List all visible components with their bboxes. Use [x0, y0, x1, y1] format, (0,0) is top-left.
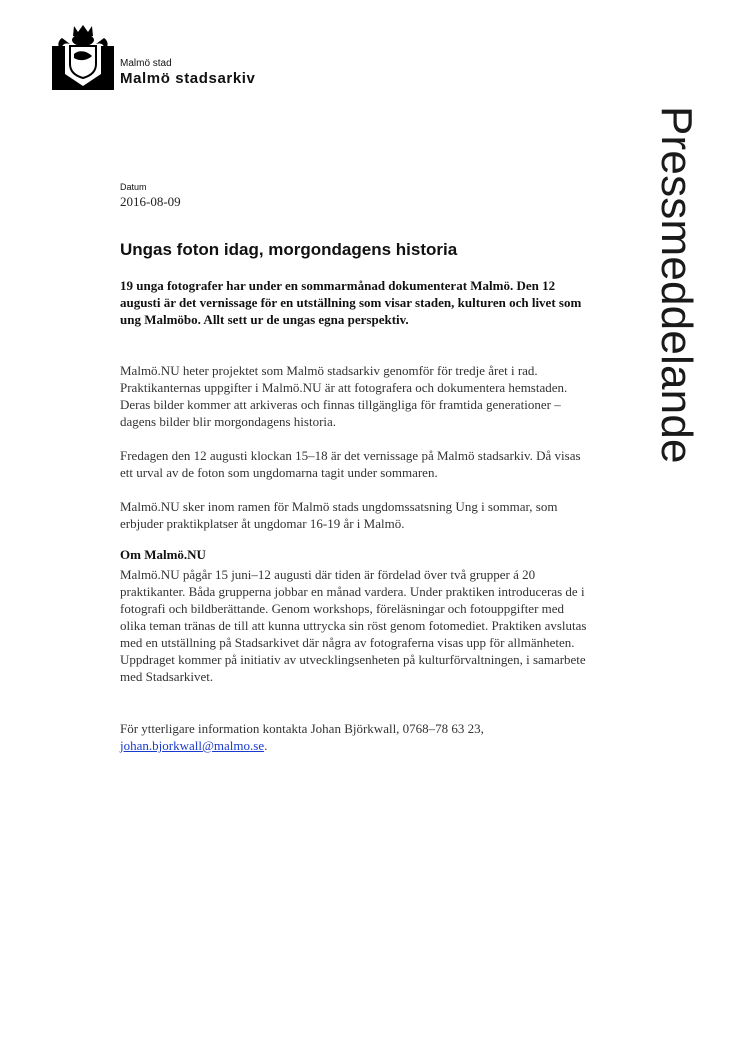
headline: Ungas foton idag, morgondagens historia [120, 240, 458, 259]
press-release-label: Pressmeddelande [652, 106, 701, 464]
about-paragraph: Malmö.NU pågår 15 juni–12 augusti där tiden är fördelad över två grupper á 20 praktikanter. Båda grupperna jobbar en månad vardera. Under praktiken introduceras de i fotografi och bildberättande. Genom workshops, föreläsningar och fotouppgifter med olika teman tränas de till att kunna uttrycka sin röst genom fotomediet. Praktiken avslutas med en utställning på Stadsarkivet där några av fotograferna visas upp för allmänheten. Uppdraget kommer på initiativ av utvecklingsenheten på kulturförvaltningen, i samarbete med Stadsarkivet. [120, 567, 587, 684]
contact-email-link[interactable]: johan.bjorkwall@malmo.se [120, 738, 265, 753]
body-paragraph: Malmö.NU sker inom ramen för Malmö stads ungdomssatsning Ung i sommar, som erbjuder praktikplatser åt ungdomar 16-19 år i Malmö. [120, 499, 558, 531]
contact-text: För ytterligare information kontakta Johan Björkwall, 0768–78 63 23, [120, 721, 484, 736]
body-paragraph: Fredagen den 12 augusti klockan 15–18 är det vernissage på Malmö stadsarkiv. Då visas ett urval av de foton som ungdomarna tagit under sommaren. [120, 448, 581, 480]
malmo-coat-of-arms-icon [52, 24, 114, 90]
contact-paragraph [120, 720, 590, 754]
org-name: Malmö stadsarkiv [120, 70, 256, 87]
about-heading: Om Malmö.NU [120, 547, 206, 562]
org-parent-name: Malmö stad [120, 58, 172, 69]
contact-end: . [264, 738, 268, 753]
date-value: 2016-08-09 [120, 194, 181, 209]
lead-paragraph: 19 unga fotografer har under en sommarmånad dokumenterat Malmö. Den 12 augusti är det vernissage för en utställning som visar staden, kulturen och livet som ung Malmöbo. Allt sett ur de ungas egna perspektiv. [120, 278, 582, 327]
date-label: Datum [120, 182, 147, 192]
body-paragraph: Malmö.NU heter projektet som Malmö stadsarkiv genomför för tredje året i rad. Praktikanternas uppgifter i Malmö.NU är att fotografera och dokumentera hemstaden. Deras bilder kommer att arkiveras och finnas tillgängliga för framtida generationer – dagens bilder blir morgondagens historia. [120, 363, 568, 429]
